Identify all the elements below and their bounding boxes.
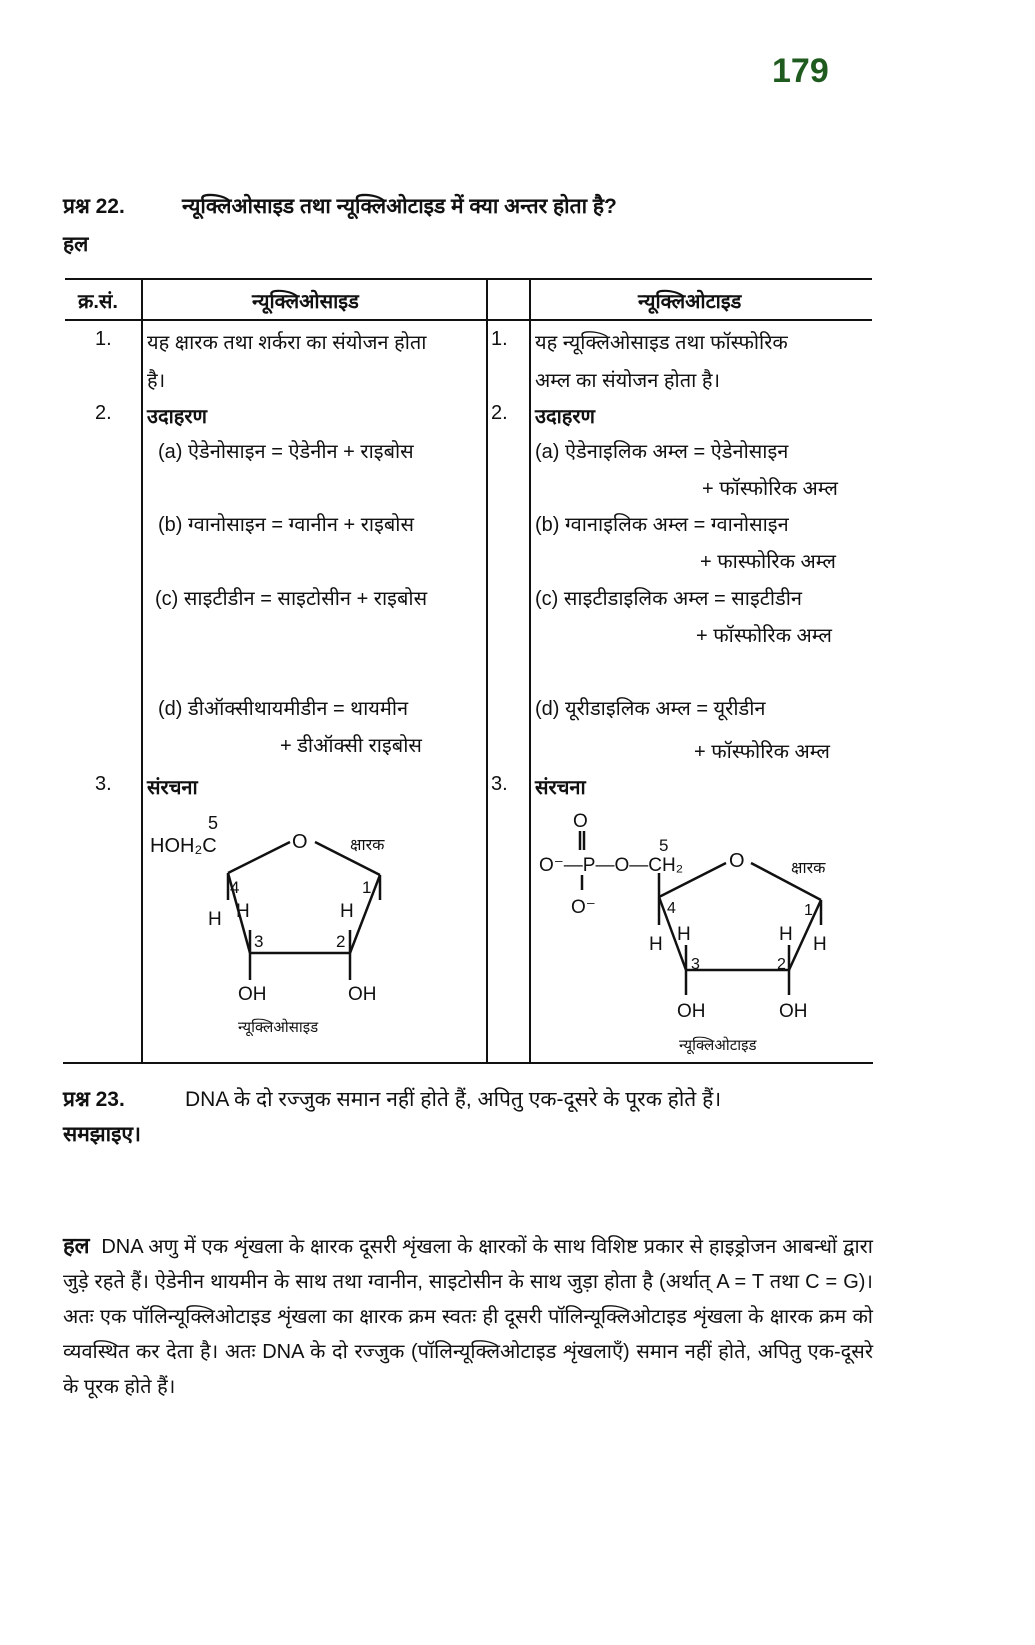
cell-heading: उदाहरण [535, 406, 596, 428]
header-nucleoside: न्यूक्लिओसाइड [252, 291, 359, 313]
hoh2c-group: HOH₂C [150, 835, 217, 857]
header-serial: क्र.सं. [78, 291, 118, 313]
cell-text: (b) ग्वानोसाइन = ग्वानीन + राइबोस [158, 514, 415, 536]
nucleoside-structure [142, 805, 486, 1045]
svg-text:H: H [236, 901, 250, 922]
question-22-label: प्रश्न 22. [63, 195, 125, 218]
question-23-text-cont: समझाइए। [63, 1123, 141, 1146]
ring-oxygen: O [729, 850, 745, 872]
svg-text:1: 1 [362, 878, 372, 897]
question-22-text: न्यूक्लिओसाइड तथा न्यूक्लिओटाइड में क्या अन्तर होता है? [182, 195, 617, 218]
svg-text:2: 2 [777, 956, 786, 973]
cell-text: (c) साइटीडीन = साइटोसीन + राइबोस [155, 588, 428, 610]
svg-text:OH: OH [677, 1001, 706, 1022]
cell-heading: संरचना [147, 777, 198, 799]
cell-text: (b) ग्वानाइलिक अम्ल = ग्वानोसाइन [535, 514, 789, 536]
row-number: 2. [491, 402, 508, 424]
row-number: 1. [491, 328, 508, 350]
svg-text:H: H [813, 934, 827, 955]
nucleotide-structure [531, 805, 872, 1057]
base-label: क्षारक [791, 860, 826, 877]
cell-text: यह न्यूक्लिओसाइड तथा फॉस्फोरिक [535, 332, 788, 354]
svg-text:4: 4 [667, 900, 676, 917]
cell-text: + फास्फोरिक अम्ल [700, 551, 836, 573]
svg-text:3: 3 [691, 956, 700, 973]
question-23-text: DNA के दो रज्जुक समान नहीं होते हैं, अपितु एक-दूसरे के पूरक होते हैं। [185, 1088, 722, 1111]
cell-text: (a) ऐडेनोसाइन = ऐडेनीन + राइबोस [158, 441, 414, 463]
question-23-label: प्रश्न 23. [63, 1088, 125, 1111]
nucleoside-caption: न्यूक्लिओसाइड [238, 1019, 319, 1036]
header-nucleotide: न्यूक्लिओटाइड [638, 291, 742, 313]
svg-text:OH: OH [779, 1001, 808, 1022]
phosphate-group: O⁻—P—O—CH₂ [539, 855, 684, 876]
cell-text: + फॉस्फोरिक अम्ल [694, 741, 830, 763]
svg-text:1: 1 [804, 902, 813, 919]
svg-text:H: H [677, 924, 691, 945]
nucleotide-caption: न्यूक्लिओटाइड [679, 1037, 757, 1054]
svg-text:OH: OH [348, 984, 377, 1005]
answer-paragraph [63, 1228, 873, 1405]
svg-text:OH: OH [238, 984, 267, 1005]
svg-text:H: H [779, 924, 793, 945]
svg-text:2: 2 [336, 932, 346, 951]
cell-text: यह क्षारक तथा शर्करा का संयोजन होता [147, 332, 427, 354]
svg-text:5: 5 [659, 836, 669, 855]
base-label: क्षारक [350, 837, 385, 854]
cell-text: है। [147, 370, 166, 392]
cell-heading: उदाहरण [147, 406, 208, 428]
svg-text:H: H [208, 909, 222, 930]
svg-text:H: H [340, 901, 354, 922]
answer-text: DNA अणु में एक शृंखला के क्षारक दूसरी शृंखला के क्षारकों के साथ विशिष्ट प्रकार से हाइड्रोजन आबन्धों द्वारा जुड़े रहते हैं। ऐडेनीन थायमीन के साथ तथा ग्वानीन, साइटोसीन के साथ जुड़ा होता है (अर्थात् A = T तथा C = G)। अतः एक पॉलिन्यूक्लिओटाइड शृंखला का क्षारक क्रम स्वतः ही दूसरी पॉलिन्यूक्लिओटाइड शृंखला के क्षारक क्रम को व्यवस्थित कर देता है। अतः DNA के दो रज्जुक (पॉलिन्यूक्लिओटाइड शृंखलाएँ) समान नहीं होते, अपितु एक-दूसरे के पूरक होते हैं। [63, 1236, 873, 1398]
svg-text:O⁻: O⁻ [571, 897, 596, 918]
cell-heading: संरचना [535, 777, 586, 799]
cell-text: + फॉस्फोरिक अम्ल [702, 478, 838, 500]
svg-text:4: 4 [230, 878, 240, 897]
carbon-5-label: 5 [208, 813, 219, 833]
svg-text:3: 3 [254, 932, 264, 951]
cell-text: + फॉस्फोरिक अम्ल [696, 625, 832, 647]
row-number: 2. [95, 402, 112, 424]
cell-text: (a) ऐडेनाइलिक अम्ल = ऐडेनोसाइन [535, 441, 789, 463]
cell-text: (c) साइटीडाइलिक अम्ल = साइटीडीन [535, 588, 803, 610]
cell-text: (d) डीऑक्सीथायमीडीन = थायमीन [158, 698, 409, 720]
phosphate-oxygen: O [573, 811, 588, 832]
row-number: 3. [491, 773, 508, 795]
svg-text:H: H [649, 934, 663, 955]
answer-label: हल [63, 1233, 90, 1258]
row-number: 3. [95, 773, 112, 795]
solution-label: हल [63, 233, 89, 256]
ring-oxygen: O [292, 831, 308, 853]
page-number: 179 [772, 52, 829, 90]
cell-text: (d) यूरीडाइलिक अम्ल = यूरीडीन [535, 698, 766, 720]
row-number: 1. [95, 328, 112, 350]
cell-text: अम्ल का संयोजन होता है। [535, 370, 721, 392]
cell-text: + डीऑक्सी राइबोस [280, 735, 422, 757]
